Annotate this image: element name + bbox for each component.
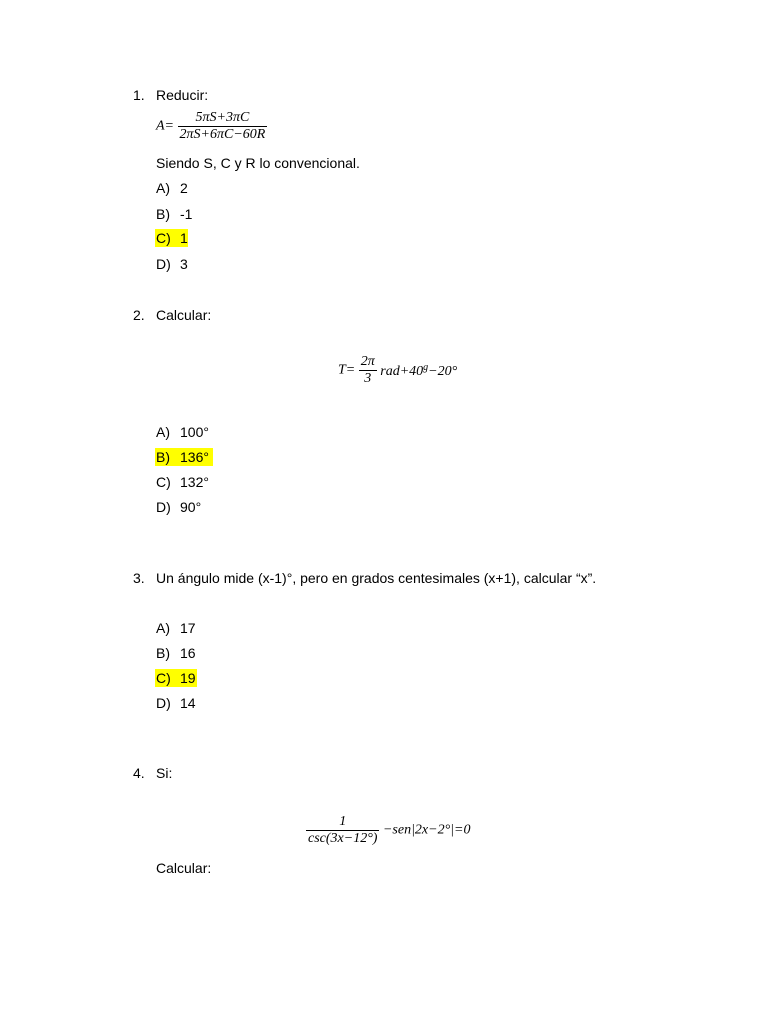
question-3-prompt: Un ángulo mide (x-1)°, pero en grados centesimales (x+1), calcular “x”. <box>156 570 597 586</box>
q1-option-a-letter: A) <box>156 180 170 196</box>
formula-1-denominator: 2πS+6πC−60R <box>179 127 266 142</box>
formula-2-lhs: T= <box>338 362 356 378</box>
q2-option-b-value: 136° <box>180 449 209 465</box>
question-3-number: 3. <box>133 570 145 586</box>
question-1-prompt: Reducir: <box>156 87 209 103</box>
formula-2-fraction <box>359 354 377 387</box>
q3-option-d-letter: D) <box>156 695 171 711</box>
q1-option-c-letter: C) <box>156 230 171 246</box>
formula-1-lhs: A= <box>156 118 174 134</box>
q1-option-b-value: -1 <box>180 206 193 222</box>
question-1-formula <box>156 110 267 143</box>
question-2-prompt: Calcular: <box>156 307 212 323</box>
formula-1-numerator: 5πS+3πC <box>178 110 268 127</box>
formula-1-fraction <box>178 110 268 143</box>
formula-2-rest-a: rad+40 <box>380 363 424 379</box>
formula-2-numerator: 2π <box>360 354 375 369</box>
question-4-prompt: Si: <box>156 765 173 781</box>
formula-4-numerator: 1 <box>306 814 379 831</box>
formula-4-denominator: csc(3x−12°) <box>308 831 378 846</box>
q2-option-d-letter: D) <box>156 499 171 515</box>
q2-option-c-value: 132° <box>180 474 209 490</box>
q1-option-d-value: 3 <box>180 256 188 272</box>
q2-option-c-letter: C) <box>156 474 171 490</box>
question-2-number: 2. <box>133 307 145 323</box>
question-4-formula <box>306 814 470 847</box>
q3-option-d-value: 14 <box>180 695 196 711</box>
q3-option-c-value: 19 <box>180 670 196 686</box>
formula-4-rest: −sen|2x−2°|=0 <box>382 822 471 838</box>
question-4-number: 4. <box>133 765 145 781</box>
formula-2-rest-b: −20° <box>428 363 458 379</box>
q3-option-a-value: 17 <box>180 620 196 636</box>
q1-option-a-value: 2 <box>180 180 188 196</box>
question-2-formula <box>338 354 457 387</box>
q3-option-a-letter: A) <box>156 620 170 636</box>
q2-option-a-value: 100° <box>180 424 209 440</box>
q2-option-a-letter: A) <box>156 424 170 440</box>
question-1-note: Siendo S, C y R lo convencional. <box>156 155 360 171</box>
question-1-number: 1. <box>133 87 145 103</box>
q2-option-b-letter: B) <box>156 449 170 465</box>
q2-option-d-value: 90° <box>180 499 202 515</box>
formula-2-superscript: g <box>423 361 429 373</box>
q3-option-b-value: 16 <box>180 645 196 661</box>
formula-4-fraction <box>306 814 379 847</box>
q1-option-b-letter: B) <box>156 206 170 222</box>
formula-2-rest <box>380 361 458 379</box>
formula-2-denominator: 3 <box>364 371 372 386</box>
q1-option-d-letter: D) <box>156 256 171 272</box>
q3-option-c-letter: C) <box>156 670 171 686</box>
question-4-after: Calcular: <box>156 860 212 876</box>
q1-option-c-value: 1 <box>180 230 188 246</box>
q3-option-b-letter: B) <box>156 645 170 661</box>
